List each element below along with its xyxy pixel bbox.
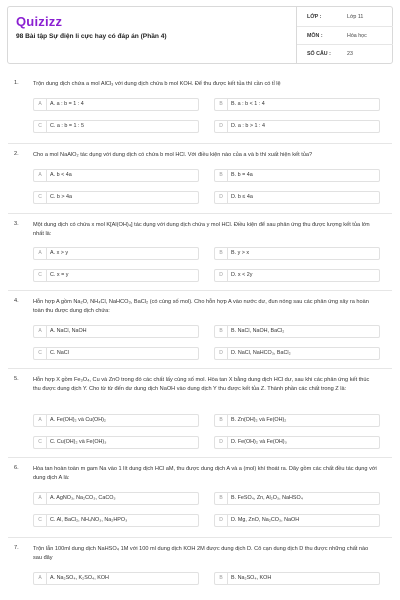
option-text: B. Zn(OH)₂ và Fe(OH)₂ (231, 417, 287, 423)
option-text: B. y > x (231, 250, 250, 256)
option-c[interactable] (33, 347, 199, 360)
option-text: A. b < 4a (50, 172, 72, 178)
option-letter: A (34, 248, 47, 259)
question-text: Cho a mol NaAlO₂ tác dụng với dung dịch có chứa b mol HCl. Với điều kiện nào của a và b thì xuất hiện kết tủa? (33, 152, 313, 158)
meta-row-class (297, 7, 393, 27)
option-text: C. b > 4a (50, 194, 73, 200)
question-divider (8, 143, 392, 144)
option-text: B. NaCl, NaOH, BaCl₂ (231, 328, 285, 334)
option-a[interactable] (33, 414, 199, 427)
meta-row-subject (297, 26, 393, 46)
option-letter: C (34, 270, 47, 281)
option-letter: D (215, 192, 228, 203)
option-letter: A (34, 415, 47, 426)
quizizz-logo: Quizizz (16, 14, 63, 29)
option-text: B. a : b < 1 : 4 (231, 101, 265, 107)
option-d[interactable] (214, 514, 380, 527)
option-letter: D (215, 348, 228, 359)
option-a[interactable] (33, 492, 199, 505)
option-a[interactable] (33, 572, 199, 585)
meta-label: SỐ CÂU : (307, 51, 331, 58)
option-a[interactable] (33, 325, 199, 338)
option-text: C. NaCl (50, 350, 69, 356)
question-text: Trộn dung dịch chứa a mol AlCl₃ với dung dịch chứa b mol KOH. Để thu được kết tủa thì cần có tỉ lệ (33, 81, 281, 87)
option-letter: A (34, 573, 47, 584)
option-c[interactable] (33, 120, 199, 133)
option-text: C. a : b = 1 : 5 (50, 123, 85, 129)
option-letter: D (215, 437, 228, 448)
option-text: C. x = y (50, 272, 69, 278)
option-text: A. a : b = 1 : 4 (50, 101, 84, 107)
option-c[interactable] (33, 191, 199, 204)
option-letter: C (34, 515, 47, 526)
option-letter: A (34, 99, 47, 110)
worksheet-title: 98 Bài tập Sự điện li cực hay có đáp án (Phần 4) (16, 33, 167, 40)
option-letter: C (34, 348, 47, 359)
option-letter: A (34, 326, 47, 337)
question-divider (8, 368, 392, 369)
question-divider (8, 213, 392, 214)
question-divider (8, 290, 392, 291)
option-letter: C (34, 121, 47, 132)
option-text: A. AgNO₃, Na₂CO₃, CaCO₃ (50, 495, 116, 501)
question-divider (8, 537, 392, 538)
option-letter: B (215, 248, 228, 259)
option-text: A. NaCl, NaOH (50, 328, 87, 334)
option-c[interactable] (33, 514, 199, 527)
option-d[interactable] (214, 191, 380, 204)
meta-label: MÔN : (307, 32, 323, 39)
option-d[interactable] (214, 269, 380, 282)
option-b[interactable] (214, 492, 380, 505)
option-letter: B (215, 573, 228, 584)
option-text: D. Mg, ZnO, Na₂CO₃, NaOH (231, 517, 300, 523)
option-d[interactable] (214, 347, 380, 360)
option-letter: B (215, 326, 228, 337)
option-text: C. Cu(OH)₂ và Fe(OH)₃ (50, 439, 107, 445)
option-c[interactable] (33, 436, 199, 449)
question-number: 2. (14, 151, 19, 157)
option-b[interactable] (214, 169, 380, 182)
option-a[interactable] (33, 247, 199, 260)
option-letter: D (215, 121, 228, 132)
option-d[interactable] (214, 436, 380, 449)
option-b[interactable] (214, 572, 380, 585)
option-b[interactable] (214, 325, 380, 338)
question-text: Trộn lẫn 100ml dung dịch NaHSO₄ 1M với 100 ml dung dịch KOH 2M được dung dịch D. Cô cạn dung dịch D thu được những chất nào sau đây (33, 546, 369, 561)
option-text: B. FeSO₄, Zn, Al₂O₃, NaHSO₄ (231, 495, 303, 501)
option-text: A. Fe(OH)₂ và Cu(OH)₂ (50, 417, 106, 423)
question-text: Một dung dịch có chứa x mol K[Al(OH)₄] tác dụng với dung dịch chứa y mol HCl. Điều kiện để sau phản ứng thu được lượng kết tủa lớn nhất là: (33, 222, 370, 237)
meta-value: Lớp 11 (347, 14, 364, 20)
option-a[interactable] (33, 98, 199, 111)
meta-row-question-count (297, 44, 393, 63)
option-text: D. NaCl, NaHCO₃, BaCl₂ (231, 350, 291, 356)
option-d[interactable] (214, 120, 380, 133)
option-b[interactable] (214, 247, 380, 260)
option-b[interactable] (214, 98, 380, 111)
option-letter: C (34, 437, 47, 448)
question-text: Hỗn hợp A gồm Na₂O, NH₄Cl, NaHCO₃, BaCl₂ (có cùng số mol). Cho hỗn hợp A vào nước dư, đun nóng sau các phản ứng xảy ra hoàn toàn thu được dung dịch chứa: (33, 299, 369, 314)
option-letter: B (215, 170, 228, 181)
option-text: A. x > y (50, 250, 69, 256)
question-number: 7. (14, 545, 19, 551)
worksheet-meta (296, 7, 393, 63)
worksheet-header (7, 6, 393, 64)
option-letter: A (34, 493, 47, 504)
question-number: 3. (14, 221, 19, 227)
question-text: Hòa tan hoàn toàn m gam Na vào 1 lít dung dịch HCl aM, thu được dung dịch A và a (mol) khí thoát ra. Dãy gồm các chất đều tác dụng với dung dịch A là: (33, 466, 377, 481)
option-letter: C (34, 192, 47, 203)
option-letter: B (215, 415, 228, 426)
question-text: Hỗn hợp X gồm Fe₃O₄, Cu và ZnO trong đó các chất lấy cùng số mol. Hòa tan X bằng dung dịch HCl dư, sau khi các phản ứng kết thúc thu được dung dịch Y. Cho từ từ đến dư dung dịch NaOH vào dung dịch Y thu được kết tủa Z. Thành phần các chất trong Z là: (33, 377, 370, 392)
meta-value: Hóa học (347, 32, 367, 39)
option-text: C. Al, BaCl₂, NH₄NO₃, Na₂HPO₃ (50, 517, 128, 523)
option-a[interactable] (33, 169, 199, 182)
option-text: D. b ≤ 4a (231, 194, 253, 200)
option-letter: B (215, 99, 228, 110)
question-number: 1. (14, 80, 19, 86)
option-text: B. Na₂SO₄, KOH (231, 575, 272, 581)
option-text: B. b = 4a (231, 172, 253, 178)
option-text: A. Na₂SO₄, K₂SO₄, KOH (50, 575, 109, 581)
option-text: D. Fe(OH)₂ và Fe(OH)₃ (231, 439, 287, 445)
option-letter: B (215, 493, 228, 504)
question-number: 5. (14, 376, 19, 382)
option-letter: D (215, 515, 228, 526)
option-letter: A (34, 170, 47, 181)
question-divider (8, 457, 392, 458)
option-text: D. a : b > 1 : 4 (231, 123, 266, 129)
option-c[interactable] (33, 269, 199, 282)
option-b[interactable] (214, 414, 380, 427)
meta-label: LỚP : (307, 14, 322, 20)
question-number: 4. (14, 298, 19, 304)
question-number: 6. (14, 465, 19, 471)
option-text: D. x < 2y (231, 272, 253, 278)
option-letter: D (215, 270, 228, 281)
meta-value: 23 (347, 51, 353, 58)
